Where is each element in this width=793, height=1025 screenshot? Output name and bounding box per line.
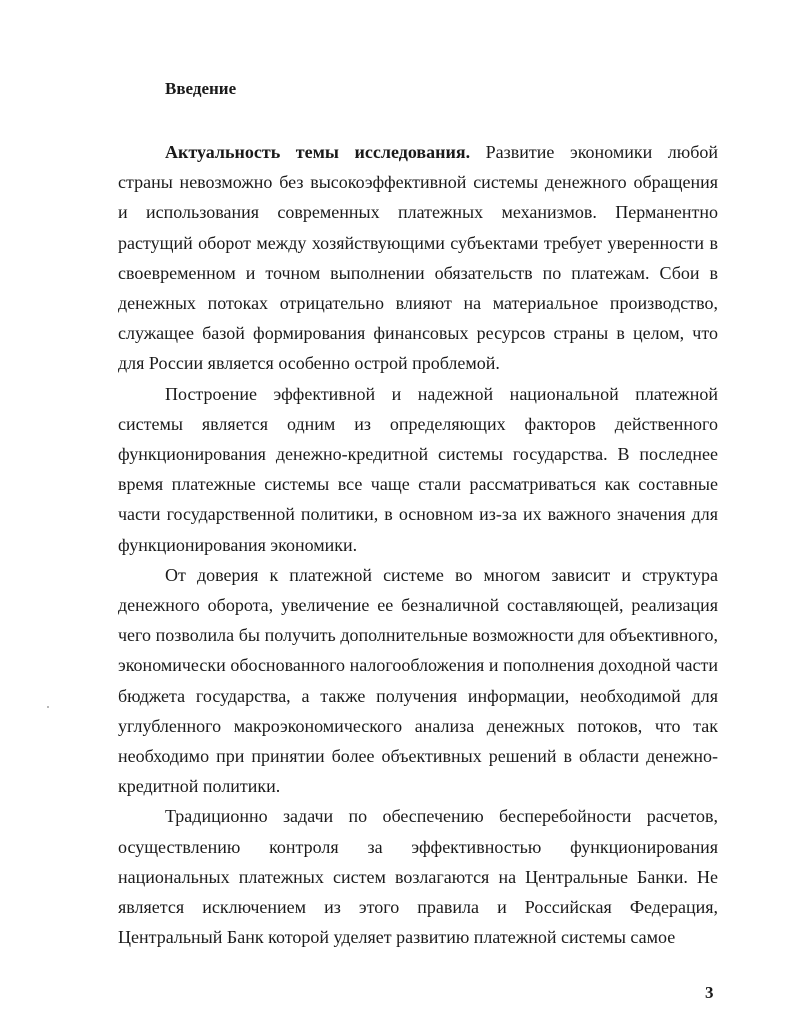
paragraph-3: От доверия к платежной системе во многом зависит и структура денежного оборота, увеличение ее безналичной составляющей, реализация чего позволила бы получить дополнительные возможности для объективного, экономически обоснованного налогообложения и пополнения доходной части бюджета государства, а также получения информации, необходимой для углубленного макроэкономического анализа денежных потоков, что так необходимо при принятии более объективных решений в области денежно-кредитной политики. [118, 564, 718, 797]
lead-phrase: Актуальность темы исследования. [165, 142, 471, 162]
paragraph-2: Построение эффективной и надежной национальной платежной системы является одним из определяющих факторов действенного функционирования денежно-кредитной системы государства. В последнее время платежные системы все чаще стали рассматриваться как составные части государственной политики, в основном из-за их важного значения для функционирования экономики. [118, 383, 718, 555]
paragraph-4: Традиционно задачи по обеспечению бесперебойности расчетов, осуществлению контроля за эффективностью функционирования национальных платежных систем возлагаются на Центральные Банки. Не является исключением из этого правила и Российская Федерация, Центральный Банк которой уделяет развитию платежной системы самое [118, 806, 718, 948]
section-heading: Введение [165, 79, 237, 98]
scan-artifact-dot [47, 706, 49, 708]
body-text [118, 137, 718, 952]
paragraph-1 [118, 137, 718, 379]
page-number: 3 [705, 983, 714, 1002]
paragraph-1-text: Развитие экономики любой страны невозможно без высокоэффективной системы денежного обращения и использования современных платежных механизмов. Перманентно растущий оборот между хозяйствующими субъектами требует уверенности в своевременном и точном выполнении обязательств по платежам. Сбои в денежных потоках отрицательно влияют на материальное производство, служащее базой формирования финансовых ресурсов страны в целом, что для России является особенно острой проблемой. [118, 142, 719, 374]
